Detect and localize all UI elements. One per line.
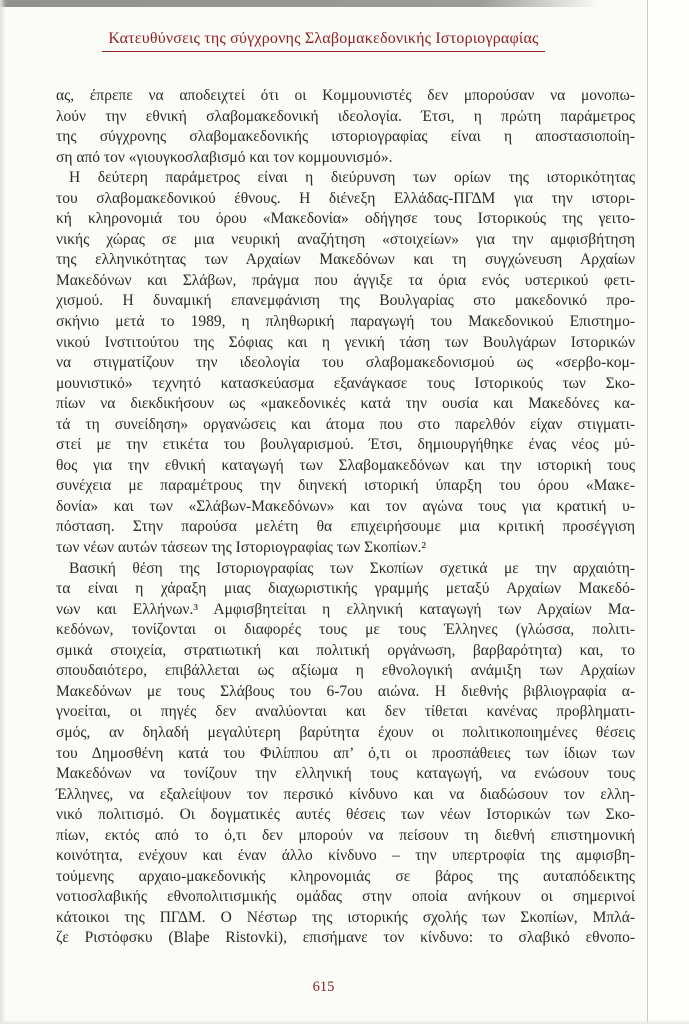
running-header-text: Κατευθύνσεις της σύγχρονης Σλαβομακεδονικής Ιστοριογραφίας xyxy=(102,30,544,52)
text-line: νικής χώρας σε μια νευρική αναζήτηση «στοιχείων» για την αμφισβήτηση xyxy=(56,230,635,248)
text-line: των νέων αυτών τάσεων της Ιστοριογραφίας των Σκοπίων.² xyxy=(56,539,427,557)
running-header xyxy=(0,30,647,52)
text-line: μουνιστικό» τεχνητό κατασκεύασμα εξανάγκασε τους Ιστορικούς των Σκο- xyxy=(56,374,635,392)
text-line: Μακεδόνων με τους Σλάβους του 6-7ου αιώνα. Η διεθνής βιβλιογραφία α- xyxy=(56,682,635,700)
text-line: τούμενης αρχαιο-μακεδονικής κληρονομιάς σε βάρος της αυταπόδεικτης xyxy=(56,867,635,885)
text-line: θος για την εθνική καταγωγή των Σλαβομακεδόνων και την ιστορική τους xyxy=(56,456,635,474)
text-line: να στιγματίζουν την ιδεολογία του σλαβομακεδονισμού ως «σερβο-κομ- xyxy=(56,354,635,372)
text-line: Βασική θέση της Ιστοριογραφίας των Σκοπίων σχετικά με την αρχαιότη- xyxy=(69,559,635,577)
text-line: γνοείται, οι πηγές δεν αναλύονται και δεν τίθεται κανένας προβληματι- xyxy=(56,703,635,721)
text-line: του σλαβομακεδονικού έθνους. Η διένεξη Ελλάδας-ΠΓΔΜ για την ιστορι- xyxy=(56,189,635,207)
scan-right-edge-line xyxy=(647,0,648,1024)
text-line: νων και Ελλήνων.³ Αμφισβητείται η ελληνική καταγωγή των Αρχαίων Μα- xyxy=(56,600,635,618)
text-line: πίων να διεκδικήσουν ως «μακεδονικές κατά την ουσία και Μακεδόνες κα- xyxy=(56,395,635,413)
text-line: τά τη συνείδηση» οργανώσεις και άτομα που στο παρελθόν είχαν στιγματι- xyxy=(56,415,635,433)
text-line: σκήνιο μετά το 1989, η πληθωρική παραγωγή του Μακεδονικού Επιστημο- xyxy=(56,313,635,331)
text-line: πίων, εκτός από το ό,τι δεν μπορούν να πείσουν τη διεθνή επιστημονική xyxy=(56,826,635,844)
text-line: συνέχεια με παραμέτρους την διηνεκή ιστορική ύπαρξη του όρου «Μακε- xyxy=(56,477,635,495)
text-line: της ελληνικότητας των Αρχαίων Μακεδόνων και τη συγχώνευση Αρχαίων xyxy=(56,251,635,269)
text-line: τα είναι η χάραξη μιας διαχωριστικής γραμμής μεταξύ Αρχαίων Μακεδό- xyxy=(56,580,635,598)
paragraph xyxy=(56,168,635,558)
text-line: στεί με την ετικέτα του βουλγαρισμού. Έτσι, δημιουργήθηκε ένας νέος μύ- xyxy=(56,436,635,454)
text-line: του Δημοσθένη κατά του Φιλίππου απ’ ό,τι οι προσπάθειες των ίδιων των xyxy=(56,744,635,762)
text-line: χισμού. Η δυναμική επανεμφάνιση της Βουλγαρίας στο μακεδονικό προ- xyxy=(56,292,635,310)
text-line: κή κληρονομιά του όρου «Μακεδονία» οδήγησε τους Ιστορικούς της γειτο- xyxy=(56,210,635,228)
body-text xyxy=(56,86,635,949)
paragraph xyxy=(56,559,635,949)
text-line: δονία» και των «Σλάβων-Μακεδόνων» και τον αγώνα τους για κρατική υ- xyxy=(56,497,635,515)
text-line: νικού Ινστιτούτου της Σόφιας και η γενική τάση των Βουλγάρων Ιστορικών xyxy=(56,333,635,351)
scan-left-edge xyxy=(0,0,6,1024)
text-line: σπουδαιότερο, επιβάλλεται ως αξίωμα η εθνολογική ανάμιξη των Αρχαίων xyxy=(56,662,635,680)
text-line: σμός, αν δηλαδή μεγαλύτερη βαρύτητα έχουν οι πολιτικοποιημένες θέσεις xyxy=(56,723,635,741)
text-line: Η δεύτερη παράμετρος είναι η διεύρυνση των ορίων της ιστορικότητας xyxy=(69,169,635,187)
text-line: Μακεδόνων να τονίζουν την ελληνική τους καταγωγή, να ενώσουν τους xyxy=(56,765,635,783)
text-line: νοτιοσλαβικής εθνοπολιτισμικής ομάδας στην οποία ανήκουν οι σημερινοί xyxy=(56,888,635,906)
text-line: νικό πολιτισμό. Οι δογματικές αυτές θέσεις των νέων Ιστορικών των Σκο- xyxy=(56,806,635,824)
text-line: κοινότητα, ενέχουν και έναν άλλο κίνδυνο – την υπερτροφία της αμφισβη- xyxy=(56,847,635,865)
text-line: κεδόνων, τονίζονται οι διαφορές τους με τους Έλληνες (γλώσσα, πολιτι- xyxy=(56,621,635,639)
text-line: σμικά στοιχεία, στρατιωτική και πολιτική οργάνωση, βαρβαρότητα) και, το xyxy=(56,641,635,659)
scan-top-edge xyxy=(0,0,600,7)
scan-right-margin xyxy=(648,0,689,1024)
text-line: λούν την εθνική σλαβομακεδονική ιδεολογία. Έτσι, η πρώτη παράμετρος xyxy=(56,107,635,125)
page-number: 615 xyxy=(312,979,335,995)
scan-bottom-edge xyxy=(0,1020,689,1024)
text-line: Μακεδόνων και Σλάβων, πράγμα που άγγιξε τα όρια ενός υστερικού φετι- xyxy=(56,271,635,289)
text-line: ας, έπρεπε να αποδειχτεί ότι οι Κομμουνιστές δεν μπορούσαν να μονοπω- xyxy=(56,87,635,104)
text-line: ση από τον «γιουγκοσλαβισμό και τον κομμουνισμό». xyxy=(56,148,393,166)
text-line: ζε Ριστόφσκυ (Blaþe Ristovki), επισήμανε τον κίνδυνο: το σλαβικό εθνοπο- xyxy=(56,929,635,947)
text-line: της σύγχρονης σλαβομακεδονικής ιστοριογραφίας είναι η αποστασιοποίη- xyxy=(56,128,635,146)
text-line: πόσταση. Στην παρούσα μελέτη θα επιχειρήσουμε μια κριτική προσέγγιση xyxy=(56,518,635,536)
text-line: Έλληνες, να εξαλείψουν τον περσικό κίνδυνο και να διαδώσουν τον ελλη- xyxy=(56,785,635,803)
text-line: κάτοικοι της ΠΓΔΜ. Ο Νέστωρ της ιστορικής σχολής των Σκοπίων, Μπλά- xyxy=(56,908,635,926)
paragraph xyxy=(56,86,635,168)
